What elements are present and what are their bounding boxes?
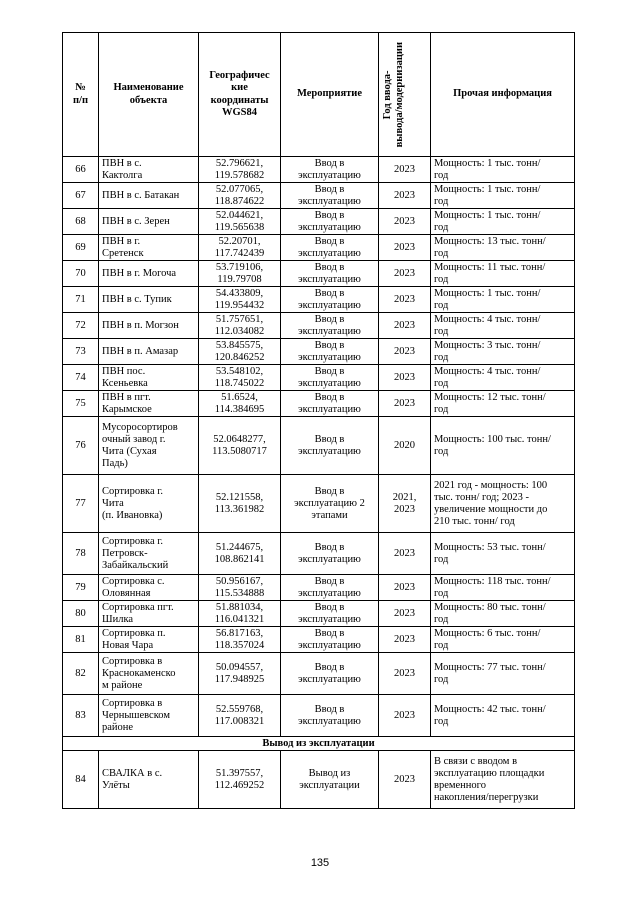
cell-coords: 53.548102, 118.745022 — [199, 365, 281, 391]
cell-action: Ввод в эксплуатацию — [281, 417, 379, 475]
cell-action: Ввод в эксплуатацию — [281, 533, 379, 575]
cell-name: ПВН в пгт. Карымское — [99, 391, 199, 417]
cell-year: 2023 — [379, 157, 431, 183]
cell-year: 2023 — [379, 391, 431, 417]
cell-info: Мощность: 4 тыс. тонн/ год — [431, 365, 575, 391]
cell-action: Ввод в эксплуатацию — [281, 235, 379, 261]
cell-info: Мощность: 1 тыс. тонн/ год — [431, 183, 575, 209]
cell-coords: 52.077065, 118.874622 — [199, 183, 281, 209]
cell-info: Мощность: 11 тыс. тонн/ год — [431, 261, 575, 287]
facilities-table — [62, 32, 575, 809]
cell-action: Ввод в эксплуатацию — [281, 157, 379, 183]
cell-name: ПВН в с. Тупик — [99, 287, 199, 313]
page-number: 135 — [310, 857, 330, 869]
cell-year: 2023 — [379, 653, 431, 695]
table-row — [63, 653, 575, 695]
cell-year: 2023 — [379, 533, 431, 575]
cell-action: Ввод в эксплуатацию 2 этапами — [281, 475, 379, 533]
cell-name: ПВН в с. Зерен — [99, 209, 199, 235]
cell-year: 2023 — [379, 209, 431, 235]
cell-action: Ввод в эксплуатацию — [281, 391, 379, 417]
cell-name: ПВН в п. Могзон — [99, 313, 199, 339]
header-name: Наименование объекта — [99, 33, 199, 157]
cell-num: 81 — [63, 627, 99, 653]
cell-info: Мощность: 100 тыс. тонн/ год — [431, 417, 575, 475]
cell-year: 2023 — [379, 313, 431, 339]
cell-num: 82 — [63, 653, 99, 695]
cell-num: 72 — [63, 313, 99, 339]
cell-year: 2023 — [379, 575, 431, 601]
table-row — [63, 287, 575, 313]
cell-num: 83 — [63, 695, 99, 737]
cell-info: Мощность: 42 тыс. тонн/ год — [431, 695, 575, 737]
cell-coords: 51.757651, 112.034082 — [199, 313, 281, 339]
cell-year: 2021, 2023 — [379, 475, 431, 533]
cell-action: Ввод в эксплуатацию — [281, 261, 379, 287]
cell-action: Ввод в эксплуатацию — [281, 695, 379, 737]
cell-coords: 52.20701, 117.742439 — [199, 235, 281, 261]
table-row — [63, 575, 575, 601]
table-row — [63, 751, 575, 809]
cell-num: 84 — [63, 751, 99, 809]
table-row — [63, 183, 575, 209]
cell-name: Сортировка г. Чита (п. Ивановка) — [99, 475, 199, 533]
cell-year: 2023 — [379, 695, 431, 737]
cell-info: Мощность: 3 тыс. тонн/ год — [431, 339, 575, 365]
cell-info: Мощность: 1 тыс. тонн/ год — [431, 287, 575, 313]
cell-name: Сортировка пгт. Шилка — [99, 601, 199, 627]
cell-action: Ввод в эксплуатацию — [281, 601, 379, 627]
cell-name: Мусоросортиров очный завод г. Чита (Сухая Падь) — [99, 417, 199, 475]
cell-num: 77 — [63, 475, 99, 533]
table-row — [63, 157, 575, 183]
table-row — [63, 261, 575, 287]
header-action: Мероприятие — [281, 33, 379, 157]
cell-coords: 52.796621, 119.578682 — [199, 157, 281, 183]
cell-num: 80 — [63, 601, 99, 627]
cell-year: 2023 — [379, 235, 431, 261]
cell-info: Мощность: 77 тыс. тонн/ год — [431, 653, 575, 695]
table-row — [63, 601, 575, 627]
cell-num: 76 — [63, 417, 99, 475]
cell-num: 78 — [63, 533, 99, 575]
cell-year: 2020 — [379, 417, 431, 475]
cell-coords: 52.121558, 113.361982 — [199, 475, 281, 533]
cell-year: 2023 — [379, 627, 431, 653]
cell-num: 75 — [63, 391, 99, 417]
cell-coords: 56.817163, 118.357024 — [199, 627, 281, 653]
cell-num: 74 — [63, 365, 99, 391]
cell-coords: 52.044621, 119.565638 — [199, 209, 281, 235]
header-info: Прочая информация — [431, 33, 575, 157]
cell-name: ПВН в с. Батакан — [99, 183, 199, 209]
cell-coords: 52.559768, 117.008321 — [199, 695, 281, 737]
cell-name: Сортировка в Краснокаменско м районе — [99, 653, 199, 695]
table-header-row — [63, 33, 575, 157]
cell-action: Ввод в эксплуатацию — [281, 339, 379, 365]
cell-info: Мощность: 6 тыс. тонн/ год — [431, 627, 575, 653]
table-row — [63, 209, 575, 235]
table-row — [63, 235, 575, 261]
table-body — [63, 157, 575, 809]
cell-coords: 51.6524, 114.384695 — [199, 391, 281, 417]
cell-action: Ввод в эксплуатацию — [281, 365, 379, 391]
cell-info: Мощность: 53 тыс. тонн/ год — [431, 533, 575, 575]
cell-action: Ввод в эксплуатацию — [281, 183, 379, 209]
cell-info: Мощность: 12 тыс. тонн/ год — [431, 391, 575, 417]
cell-num: 66 — [63, 157, 99, 183]
cell-num: 67 — [63, 183, 99, 209]
table-row — [63, 627, 575, 653]
header-num: № п/п — [63, 33, 99, 157]
cell-coords: 51.881034, 116.041321 — [199, 601, 281, 627]
cell-info: Мощность: 13 тыс. тонн/ год — [431, 235, 575, 261]
cell-action: Ввод в эксплуатацию — [281, 209, 379, 235]
cell-action: Ввод в эксплуатацию — [281, 313, 379, 339]
section-header-row — [63, 737, 575, 751]
table-row — [63, 365, 575, 391]
cell-info: Мощность: 80 тыс. тонн/ год — [431, 601, 575, 627]
cell-coords: 51.244675, 108.862141 — [199, 533, 281, 575]
cell-action: Ввод в эксплуатацию — [281, 627, 379, 653]
cell-info: Мощность: 1 тыс. тонн/ год — [431, 157, 575, 183]
cell-year: 2023 — [379, 339, 431, 365]
cell-action: Вывод из эксплуатации — [281, 751, 379, 809]
cell-year: 2023 — [379, 287, 431, 313]
cell-info: 2021 год - мощность: 100 тыс. тонн/ год; 2023 - увеличение мощности до 210 тыс. тонн/ год — [431, 475, 575, 533]
cell-year: 2023 — [379, 261, 431, 287]
cell-num: 69 — [63, 235, 99, 261]
table-row — [63, 339, 575, 365]
cell-name: СВАЛКА в с. Улёты — [99, 751, 199, 809]
cell-info: Мощность: 118 тыс. тонн/ год — [431, 575, 575, 601]
cell-name: ПВН в п. Амазар — [99, 339, 199, 365]
table-row — [63, 533, 575, 575]
cell-coords: 53.845575, 120.846252 — [199, 339, 281, 365]
cell-name: Сортировка г. Петровск- Забайкальский — [99, 533, 199, 575]
header-year: Год ввода- вывода/модернизации — [379, 33, 431, 157]
cell-name: ПВН в г. Сретенск — [99, 235, 199, 261]
cell-name: ПВН в г. Могоча — [99, 261, 199, 287]
cell-year: 2023 — [379, 183, 431, 209]
cell-info: В связи с вводом в эксплуатацию площадки временного накопления/перегрузки — [431, 751, 575, 809]
cell-action: Ввод в эксплуатацию — [281, 287, 379, 313]
cell-action: Ввод в эксплуатацию — [281, 653, 379, 695]
cell-info: Мощность: 1 тыс. тонн/ год — [431, 209, 575, 235]
table-row — [63, 475, 575, 533]
cell-coords: 51.397557, 112.469252 — [199, 751, 281, 809]
cell-name: ПВН в с. Кактолга — [99, 157, 199, 183]
cell-num: 71 — [63, 287, 99, 313]
cell-coords: 50.094557, 117.948925 — [199, 653, 281, 695]
cell-num: 79 — [63, 575, 99, 601]
section-title: Вывод из эксплуатации — [63, 737, 575, 751]
table-row — [63, 417, 575, 475]
cell-name: Сортировка с. Оловянная — [99, 575, 199, 601]
header-coords: Географичес кие координаты WGS84 — [199, 33, 281, 157]
cell-info: Мощность: 4 тыс. тонн/ год — [431, 313, 575, 339]
cell-action: Ввод в эксплуатацию — [281, 575, 379, 601]
cell-name: ПВН пос. Ксеньевка — [99, 365, 199, 391]
cell-coords: 52.0648277, 113.5080717 — [199, 417, 281, 475]
cell-year: 2023 — [379, 365, 431, 391]
table-row — [63, 695, 575, 737]
cell-name: Сортировка в Чернышевском районе — [99, 695, 199, 737]
cell-year: 2023 — [379, 751, 431, 809]
cell-year: 2023 — [379, 601, 431, 627]
table-row — [63, 391, 575, 417]
cell-num: 73 — [63, 339, 99, 365]
cell-coords: 50.956167, 115.534888 — [199, 575, 281, 601]
cell-coords: 53.719106, 119.79708 — [199, 261, 281, 287]
cell-num: 68 — [63, 209, 99, 235]
table-row — [63, 313, 575, 339]
cell-num: 70 — [63, 261, 99, 287]
cell-coords: 54.433809, 119.954432 — [199, 287, 281, 313]
cell-name: Сортировка п. Новая Чара — [99, 627, 199, 653]
